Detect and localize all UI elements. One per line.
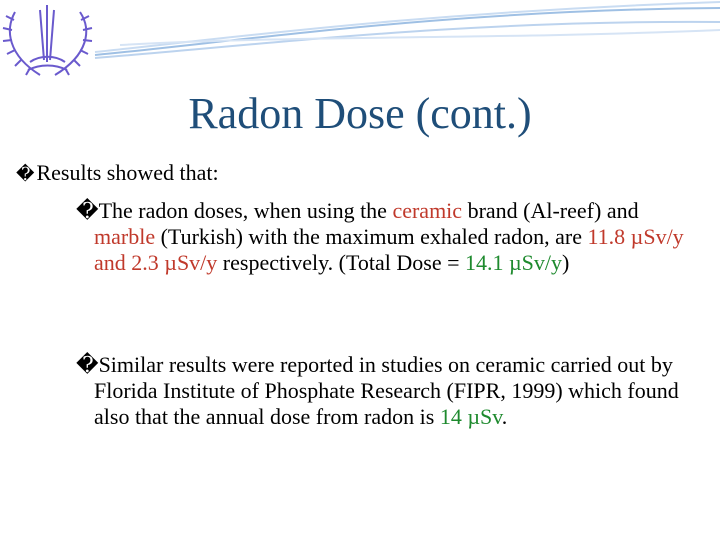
swoosh-lines [95, 2, 720, 58]
slide-title: Radon Dose (cont.) [188, 89, 532, 138]
header-decoration [0, 0, 720, 80]
text-run: . [501, 404, 508, 429]
text-run: The radon doses, when using the [98, 198, 393, 223]
bullet-results [16, 160, 219, 187]
text-run: brand (Al-reef) and [462, 198, 639, 223]
text-run: (Turkish) with the maximum exhaled radon, are [155, 224, 588, 249]
highlight-marble: marble [94, 224, 156, 249]
bullet-glyph: � [16, 164, 35, 184]
bullet-similar-results [76, 352, 694, 430]
text-run: respectively. (Total Dose = [217, 250, 465, 275]
highlight-dose-values: 11.8 µSv/y and 2.3 µSv/y [94, 224, 684, 275]
bullet-glyph: � [76, 352, 99, 377]
bullet-glyph: � [76, 198, 99, 223]
highlight-annual-dose: 14 µSv [439, 404, 502, 429]
bullet-radon-doses [76, 198, 694, 276]
text-run: Similar results were reported in studies on ceramic carried out by Florida Institute of Phosphate Research (FIPR, 1999) which found also that the annual dose from radon is [94, 352, 679, 429]
text-run: ) [562, 250, 570, 275]
un-wreath-icon [3, 5, 92, 75]
bullet-results-text: Results showed that: [36, 160, 219, 185]
highlight-total-dose: 14.1 µSv/y [465, 250, 563, 275]
highlight-ceramic: ceramic [392, 198, 463, 223]
